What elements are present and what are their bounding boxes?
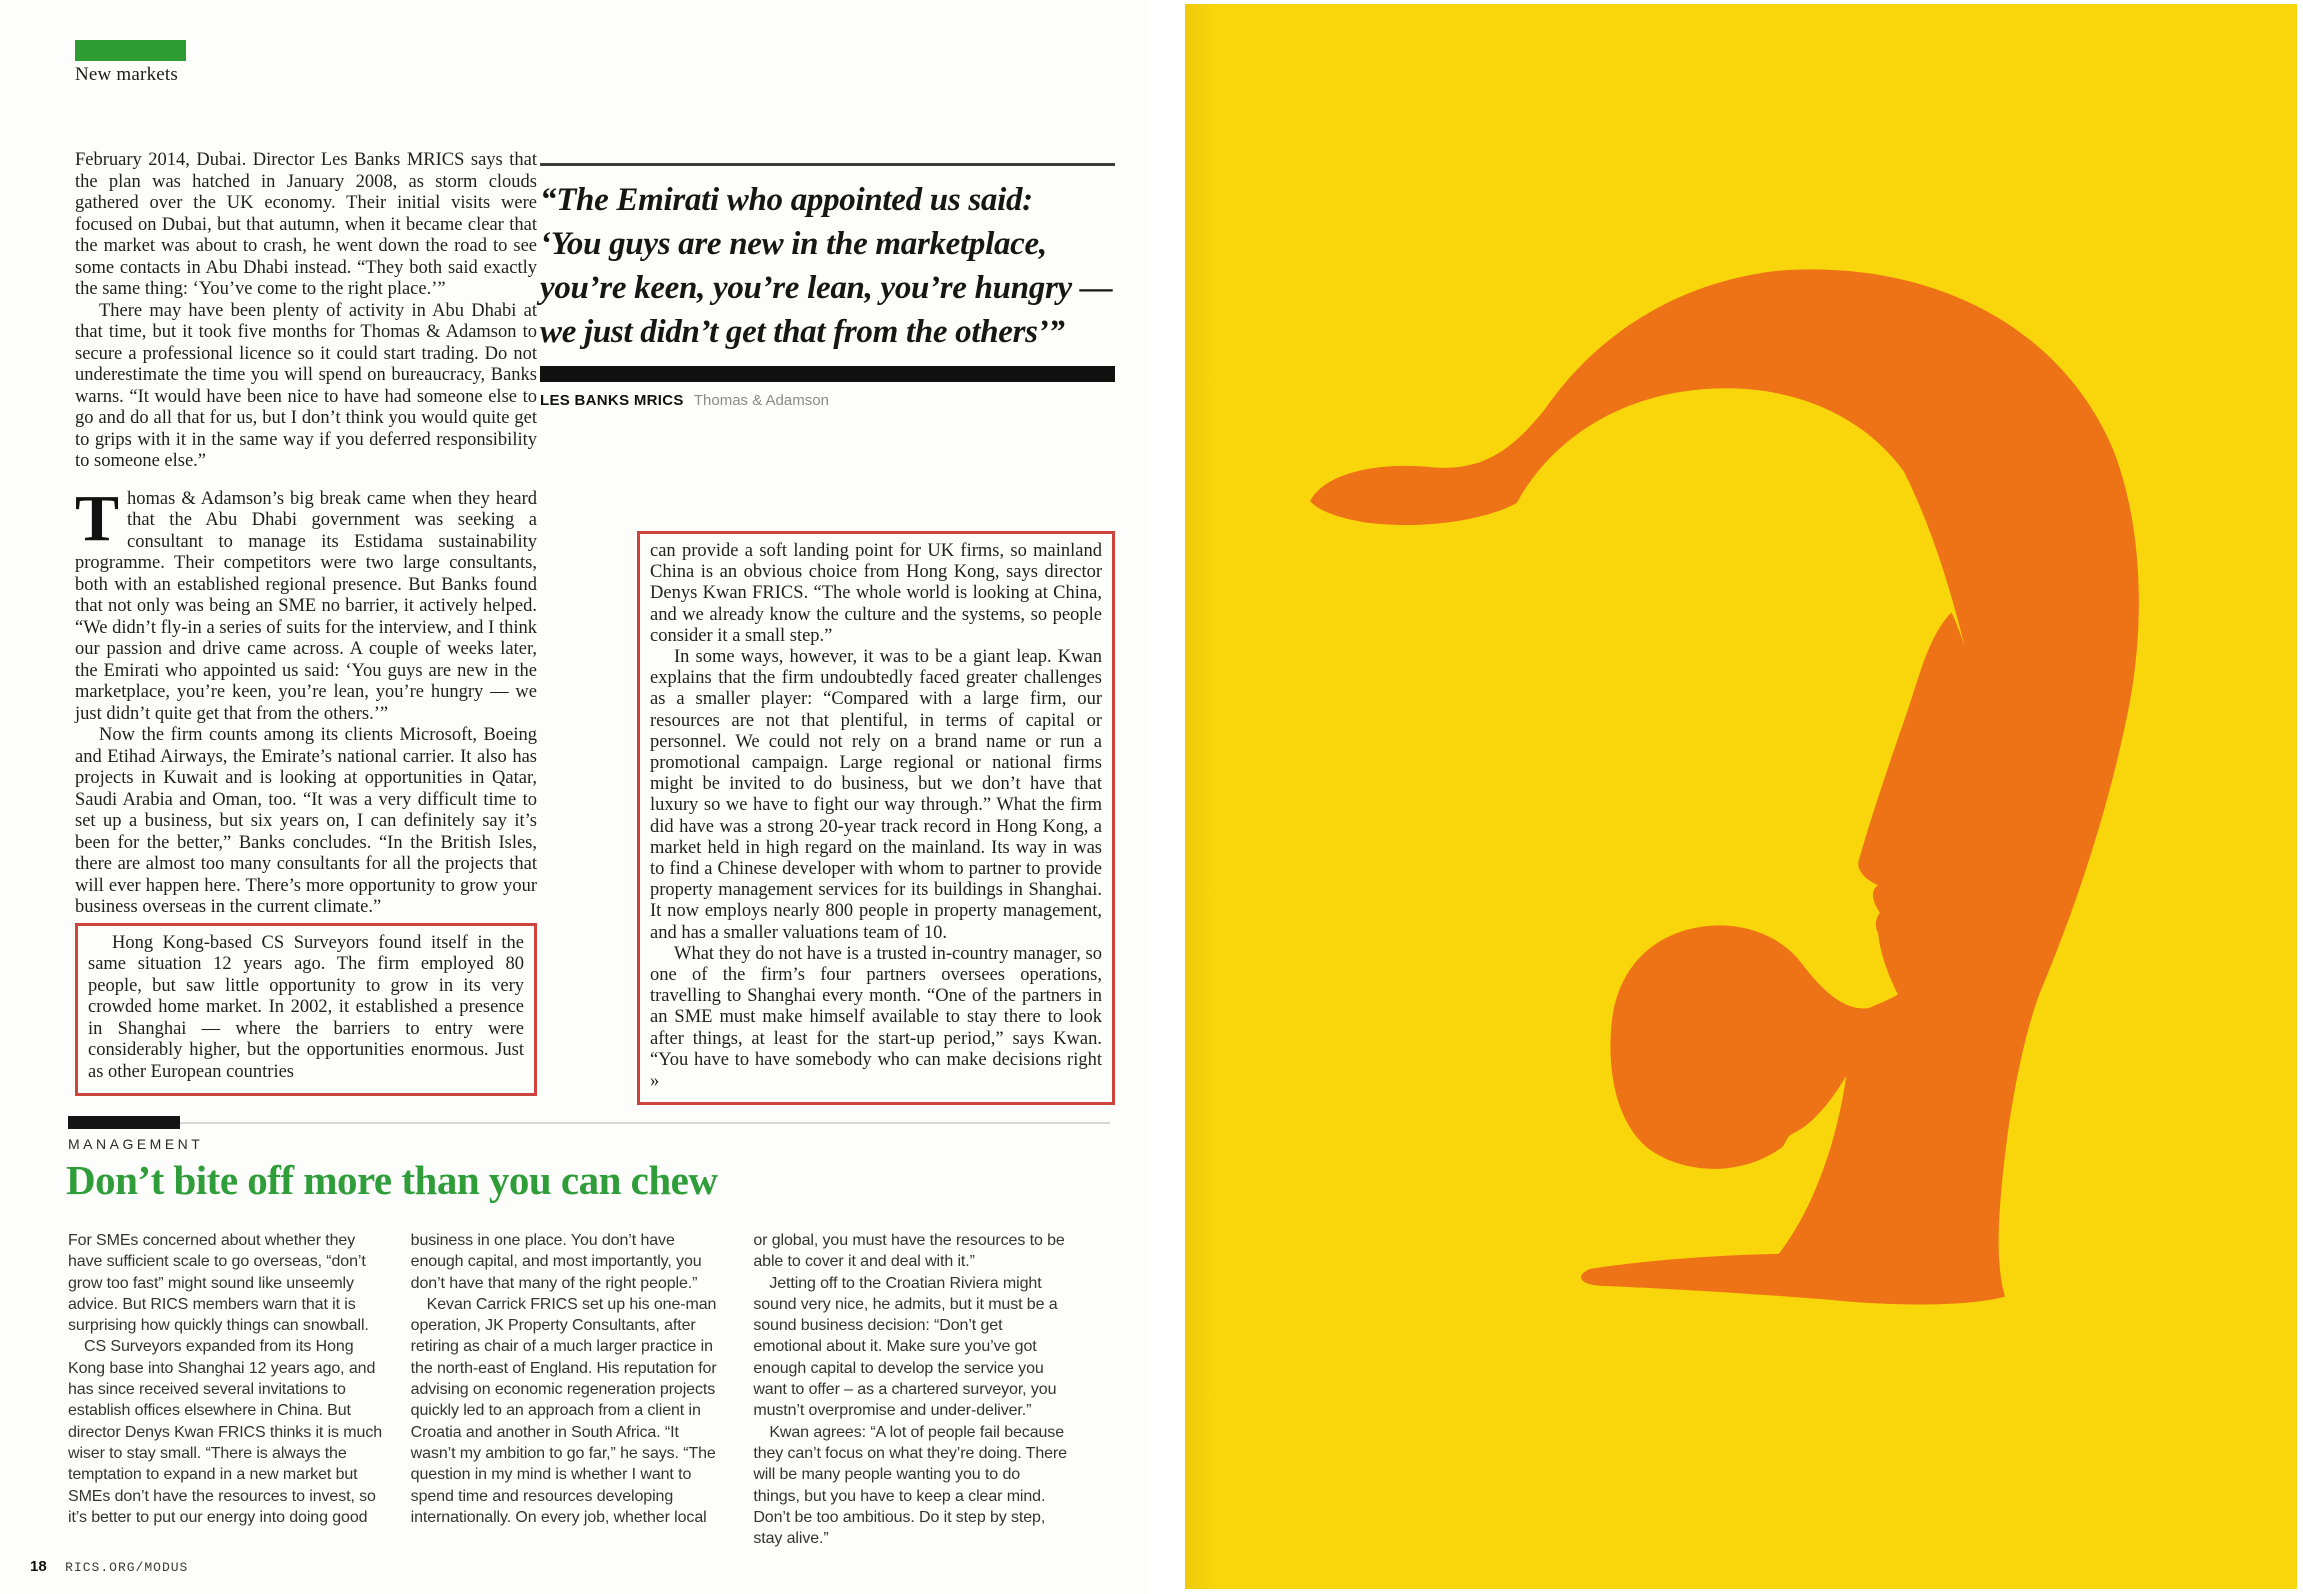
management-paragraph: For SMEs concerned about whether they have sufficient scale to go overseas, “don’t grow too fast” might sound like unseemly advice. But RICS members warn that it is surprising how quickly things can snowball.: [68, 1232, 369, 1335]
section-color-bar: [75, 40, 186, 61]
dropcap-paragraph: [75, 481, 537, 726]
management-column-1: [68, 1230, 385, 1549]
management-divider-rule: [68, 1122, 1110, 1124]
highlight-box-right: [637, 531, 1115, 1105]
pull-quote-bottom-bar: [540, 366, 1115, 382]
article-column-1: [75, 150, 537, 1096]
article-paragraph: Hong Kong-based CS Surveyors found itself in the same situation 12 years ago. The firm employed 80 people, but saw little opportunity to grow in its very crowded home market. In 2002, it established a presence in Shanghai — where the barriers to entry were considerably higher, but the opportunities enormous. Just as other European countries: [88, 932, 524, 1082]
management-paragraph: business in one place. You don’t have enough capital, and most importantly, you don’t have that many of the right people.”: [410, 1232, 702, 1292]
article-paragraph: There may have been plenty of activity in Abu Dhabi at that time, but it took five months for Thomas & Adamson to secure a professional licence so it could start trading. Do not underestimate the time you will spend on bureaucracy, Banks warns. “It would have been nice to have had someone else to go and do all that for us, but I don’t think you would quite get to grips with it in the same way if you deferred responsibility to someone else.”: [75, 300, 537, 471]
article-paragraph: can provide a soft landing point for UK firms, so mainland China is an obvious choice from Hong Kong, says director Denys Kwan FRICS. “The whole world is looking at China, and we already know the culture and the systems, so people consider it a small step.”: [650, 541, 1102, 646]
article-paragraph: In some ways, however, it was to be a giant leap. Kwan explains that the firm undoubtedly faced greater challenges as a smaller player: “Compared with a large firm, our resources are not that plentiful, in terms of capital or personnel. We could not rely on a brand name or run a promotional campaign. Large regional or national firms might be invited to do business, but we don’t have that luxury so we have to fight our way through.” What the firm did have was a strong 20-year track record in Hong Kong, a market held in high regard on the mainland. Its way in was to find a Chinese developer with whom to partner to provide property management services for its buildings in Shanghai. It now employs nearly 800 people in property management, and has a smaller valuations team of 10.: [650, 647, 1102, 943]
right-page: [1185, 4, 2297, 1589]
pull-quote-line: you’re keen, you’re lean, you’re hungry —: [540, 270, 1113, 306]
footer-url: RICS.ORG/MODUS: [65, 1560, 189, 1575]
pull-quote-line: ‘You guys are new in the marketplace,: [540, 226, 1047, 262]
management-paragraph: CS Surveyors expanded from its Hong Kong base into Shanghai 12 years ago, and has since received several invitations to establish offices elsewhere in China. But director Denys Kwan FRICS thinks it is much wiser to stay small. “There is always the temptation to expand in a new market but SMEs don’t have the resources to invest, so it’s better to put our energy into doing good: [68, 1338, 383, 1526]
pull-quote-attribution: [540, 392, 1115, 409]
article-paragraph: February 2014, Dubai. Director Les Banks MRICS says that the plan was hatched in January 2008, as storm clouds gathered over the UK economy. Their initial visits were focused on Dubai, but that autumn, when it became clear that the market was about to crash, he went down the road to see some contacts in Abu Dhabi instead. “They both said exactly the same thing: ‘You’ve come to the right place.’”: [75, 150, 537, 299]
attribution-name: LES BANKS MRICS: [540, 392, 684, 409]
pull-quote-line: we just didn’t get that from the others’”: [540, 314, 1065, 350]
left-page: [0, 0, 1150, 1594]
highlight-box-left: [75, 923, 537, 1097]
management-column-3: [753, 1230, 1070, 1549]
management-paragraph: Kevan Carrick FRICS set up his one-man operation, JK Property Consultants, after retiring as chair of a much larger practice in the north-east of England. His reputation for advising on economic regeneration projects quickly led to an approach from a client in Croatia and another in South Africa. “It wasn’t my ambition to go far,” he says. “The question in my mind is whether I want to spend time and resources developing internationally. On every job, whether local: [410, 1295, 717, 1526]
yoga-scorpion-pose-illustration: [1185, 4, 2297, 1589]
page-number: 18: [30, 1558, 47, 1575]
management-column-2: [411, 1230, 728, 1549]
pull-quote-top-rule: [540, 163, 1115, 166]
article-paragraph: Now the firm counts among its clients Microsoft, Boeing and Etihad Airways, the Emirate’s national carrier. It also has projects in Kuwait and is looking at opportunities in Qatar, Saudi Arabia and Oman, too. “It was a very difficult time to set up a business, but six years on, I can definitely say it’s been for the better,” Banks concludes. “In the British Isles, there are almost too many consultants for all the projects that will ever happen here. There’s more opportunity to grow your business overseas in the current climate.”: [75, 725, 537, 917]
section-label: New markets: [75, 64, 178, 85]
article-paragraph: homas & Adamson’s big break came when they heard that the Abu Dhabi government was seeking a consultant to manage its Estidama sustainability programme. Their competitors were two large consultants, both with an established regional presence. But Banks found that not only was being an SME no barrier, it actively helped. “We didn’t fly-in a series of suits for the interview, and I think our passion and drive came across. A couple of weeks later, the Emirati who appointed us said: ‘You guys are new in the marketplace, you’re keen, you’re lean, you’re hungry — we just didn’t quite get that from the others.’”: [75, 488, 537, 724]
pull-quote-line: “The Emirati who appointed us said:: [540, 182, 1033, 218]
drop-cap: T: [75, 481, 120, 555]
management-black-tab: [68, 1116, 180, 1129]
management-kicker: MANAGEMENT: [68, 1136, 204, 1152]
management-paragraph: or global, you must have the resources to be able to cover it and deal with it.”: [753, 1232, 1065, 1271]
attribution-firm: Thomas & Adamson: [693, 392, 829, 409]
management-headline: Don’t bite off more than you can chew: [66, 1157, 718, 1203]
page-footer: [30, 1558, 188, 1576]
management-paragraph: Jetting off to the Croatian Riviera might sound very nice, he admits, but it must be a sound business decision: “Don’t get emotional about it. Make sure you’ve got enough capital to develop the service you want to offer – as a chartered surveyor, you mustn’t overpromise and under-deliver.”: [753, 1274, 1058, 1420]
pull-quote: [540, 163, 1115, 409]
article-paragraph: What they do not have is a trusted in-country manager, so one of the firm’s four partners oversees operations, travelling to Shanghai every month. “One of the partners in an SME must make himself available to stay there to look after things, at least for the start-up period,” says Kwan. “You have to have somebody who can make decisions right »: [650, 943, 1102, 1092]
management-paragraph: Kwan agrees: “A lot of people fail because they can’t focus on what they’re doing. There will be many people wanting you to do things, but you have to keep a clear mind. Don’t be too ambitious. Do it step by step, stay alive.”: [753, 1423, 1067, 1548]
management-columns: [68, 1230, 1070, 1549]
